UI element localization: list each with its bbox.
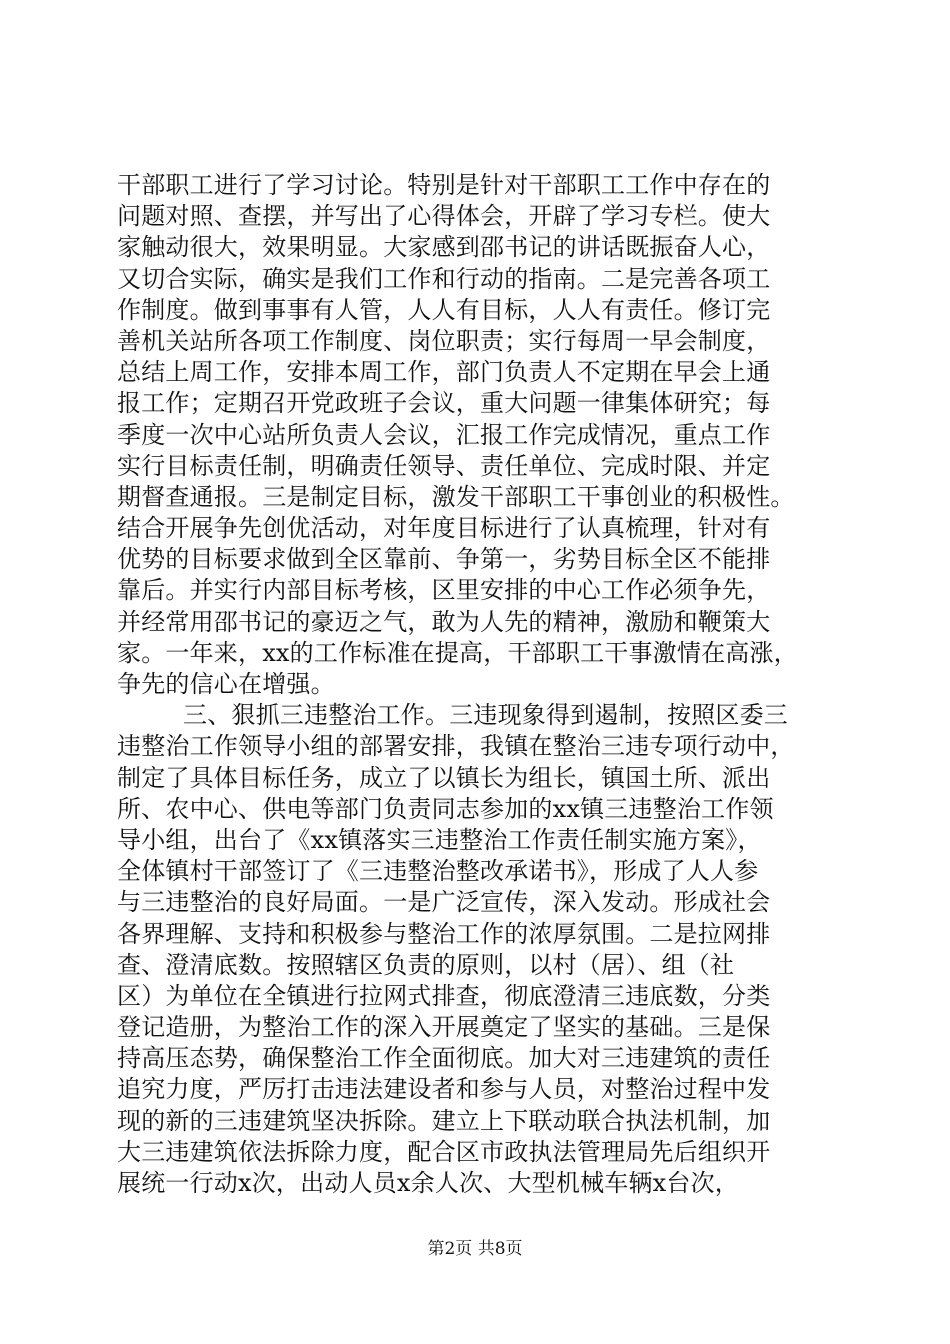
text-line: 报工作；定期召开党政班子会议，重大问题一律集体研究；每	[117, 389, 771, 418]
page-footer: 第2页 共8页	[427, 1239, 523, 1259]
text-line: 追究力度，严厉打击违法建设者和参与人员，对整治过程中发	[117, 1075, 771, 1104]
text-line: 持高压态势，确保整治工作全面彻底。加大对三违建筑的责任	[117, 1044, 771, 1073]
text-line: 问题对照、查摆，并写出了心得体会，开辟了学习专栏。使大	[117, 202, 771, 231]
text-line: 导小组，出台了《xx镇落实三违整治工作责任制实施方案》，	[117, 825, 762, 854]
text-line: 实行目标责任制，明确责任领导、责任单位、完成时限、并定	[117, 451, 771, 480]
text-line: 作制度。做到事事有人管，人人有目标，人人有责任。修订完	[117, 295, 771, 324]
text-line: 所、农中心、供电等部门负责同志参加的xx镇三违整治工作领	[117, 794, 774, 823]
text-line: 家。一年来，xx的工作标准在提高，干部职工干事激情在高涨，	[117, 638, 798, 667]
text-line: 优势的目标要求做到全区靠前、争第一，劣势目标全区不能排	[117, 545, 771, 574]
text-line: 制定了具体目标任务，成立了以镇长为组长，镇国土所、派出	[117, 763, 771, 792]
text-line: 现的新的三违建筑坚决拆除。建立上下联动联合执法机制，加	[117, 1106, 771, 1135]
text-line: 与三违整治的良好局面。一是广泛宣传，深入发动。形成社会	[117, 888, 771, 917]
text-line: 登记造册，为整治工作的深入开展奠定了坚实的基础。三是保	[117, 1013, 771, 1042]
text-line: 又切合实际，确实是我们工作和行动的指南。二是完善各项工	[117, 264, 771, 293]
text-line: 大三违建筑依法拆除力度，配合区市政执法管理局先后组织开	[117, 1137, 771, 1166]
text-line: 查、澄清底数。按照辖区负责的原则，以村（居）、组（社	[117, 950, 735, 979]
text-line: 违整治工作领导小组的部署安排，我镇在整治三违专项行动中，	[117, 732, 795, 761]
text-line: 结合开展争先创优活动，对年度目标进行了认真梳理，针对有	[117, 514, 771, 543]
text-line: 干部职工进行了学习讨论。特别是针对干部职工工作中存在的	[117, 171, 771, 199]
text-line: 各界理解、支持和积极参与整治工作的浓厚氛围。二是拉网排	[117, 919, 771, 948]
text-line: 区）为单位在全镇进行拉网式排查，彻底澄清三违底数，分类	[117, 981, 771, 1010]
text-line: 并经常用邵书记的豪迈之气，敢为人先的精神，激励和鞭策大	[117, 607, 771, 636]
text-line: 期督查通报。三是制定目标，激发干部职工干事创业的积极性。	[117, 482, 795, 511]
text-line: 展统一行动x次，出动人员x余人次、大型机械车辆x台次，	[117, 1169, 740, 1197]
text-line: 争先的信心在增强。	[117, 670, 335, 698]
text-line: 家触动很大，效果明显。大家感到邵书记的讲话既振奋人心，	[117, 233, 771, 262]
text-line: 善机关站所各项工作制度、岗位职责；实行每周一早会制度，	[117, 326, 771, 355]
text-line: 总结上周工作，安排本周工作，部门负责人不定期在早会上通	[117, 358, 771, 387]
document-body	[117, 170, 837, 1199]
text-line: 靠后。并实行内部目标考核，区里安排的中心工作必须争先，	[117, 576, 771, 605]
text-line: 全体镇村干部签订了《三违整治整改承诺书》，形成了人人参	[117, 857, 759, 886]
text-line: 季度一次中心站所负责人会议，汇报工作完成情况，重点工作	[117, 420, 771, 449]
paragraph-start-line: 三、狠抓三违整治工作。三违现象得到遏制，按照区委三	[183, 701, 788, 730]
